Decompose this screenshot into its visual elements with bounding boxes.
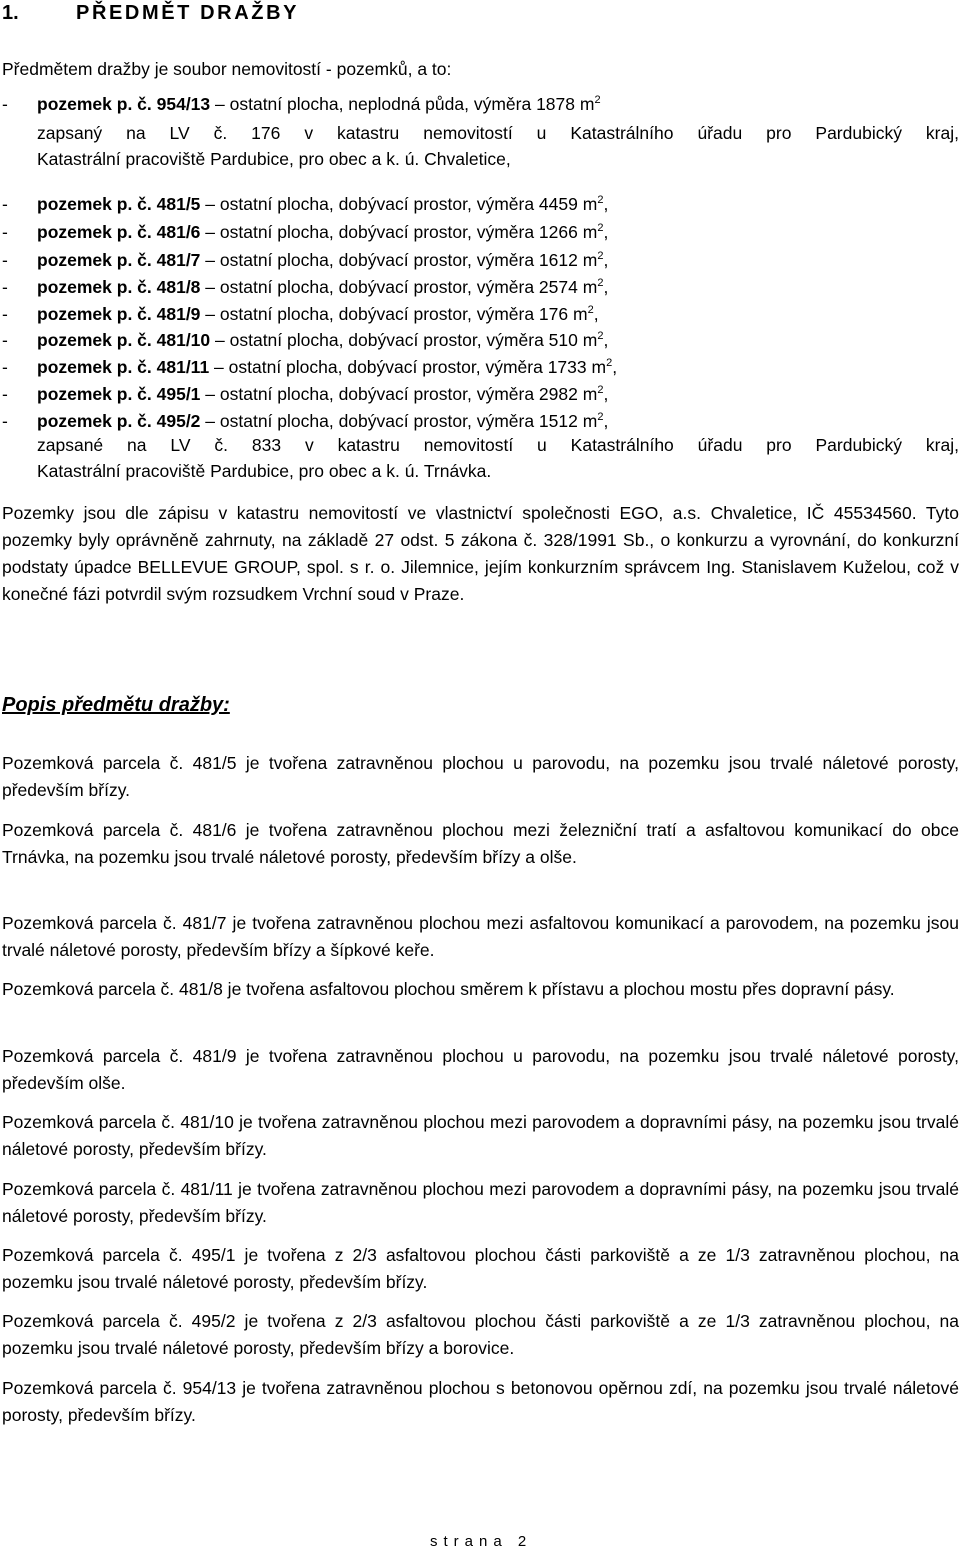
item-punctuation: , [603,222,609,242]
list-dash: - [2,277,8,297]
parcel-description-paragraph: Pozemková parcela č. 495/2 je tvořena z 2/3 asfaltovou plochou části parkoviště a ze 1/3 zatravněnou plochou, na pozemku jsou trvalé náletové porosty, především břízy a borovice. [2,1311,959,1358]
parcel-description: – ostatní plocha, neplodná půda, výměra 1878 m [210,94,595,114]
section-heading [2,2,299,25]
parcel-description-paragraph: Pozemková parcela č. 495/1 je tvořena z 2/3 asfaltovou plochou části parkoviště a ze 1/3 zatravněnou plochou, na pozemku jsou trvalé náletové porosty, především břízy. [2,1245,959,1292]
list-dash: - [2,384,8,404]
unit-exponent: 2 [597,384,604,396]
description-heading: Popis předmětu dražby: [2,694,230,716]
item-punctuation: , [603,330,609,350]
list-dash: - [2,357,8,377]
list-dash: - [2,304,8,324]
unit-exponent: 2 [594,94,601,106]
parcel-description: – ostatní plocha, dobývací prostor, výměra 1612 m [200,250,598,270]
parcel-id: pozemek p. č. 481/8 [37,277,201,297]
parcel-description: – ostatní plocha, dobývací prostor, výměra 510 m [210,330,598,350]
parcel-description: – ostatní plocha, dobývací prostor, výměra 4459 m [200,194,598,214]
parcel-id: pozemek p. č. 481/11 [37,357,210,377]
parcel-description: – ostatní plocha, dobývací prostor, výměra 2574 m [200,277,598,297]
list-dash: - [2,330,8,350]
unit-exponent: 2 [606,357,613,369]
item-punctuation: , [593,304,599,324]
registry-line: Katastrální pracoviště Pardubice, pro obec a k. ú. Trnávka. [37,461,492,481]
parcel-description-paragraph: Pozemková parcela č. 481/5 je tvořena zatravněnou plochou u parovodu, na pozemku jsou trvalé náletové porosty, především břízy. [2,753,959,800]
intro-text: Předmětem dražby je soubor nemovitostí - pozemků, a to: [2,59,452,79]
section-title: PŘEDMĚT DRAŽBY [76,2,300,24]
page-number: strana 2 [430,1533,533,1550]
parcel-description: – ostatní plocha, dobývací prostor, výměra 1266 m [200,222,598,242]
section-number: 1. [2,2,19,24]
parcel-description-paragraph: Pozemková parcela č. 481/6 je tvořena zatravněnou plochou mezi železniční tratí a asfaltovou komunikací do obce Trnávka, na pozemku jsou trvalé náletové porosty, především břízy a olše. [2,820,959,867]
parcel-id: pozemek p. č. 481/6 [37,222,201,242]
item-punctuation: , [603,277,609,297]
parcel-description-paragraph: Pozemková parcela č. 481/11 je tvořena zatravněnou plochou mezi parovodem a dopravními pásy, na pozemku jsou trvalé náletové porosty, především břízy. [2,1179,959,1226]
parcel-id: pozemek p. č. 481/10 [37,330,211,350]
item-punctuation: , [603,250,609,270]
parcel-id: pozemek p. č. 954/13 [37,94,211,114]
registry-line: zapsaný na LV č. 176 v katastru nemovitostí u Katastrálního úřadu pro Pardubický kraj, [37,123,959,143]
parcel-description-paragraph: Pozemková parcela č. 481/9 je tvořena zatravněnou plochou u parovodu, na pozemku jsou trvalé náletové porosty, především olše. [2,1046,959,1093]
unit-exponent: 2 [587,304,594,316]
ownership-paragraph: Pozemky jsou dle zápisu v katastru nemovitostí ve vlastnictví společnosti EGO, a.s. Chvaletice, IČ 45534560. Tyto pozemky byly oprávněně zahrnuty, na základě 27 odst. 5 zákona č. 328/1991 Sb., o konkurzu a vyrovnání, do konkurzní podstaty úpadce BELLEVUE GROUP, spol. s r. o. Jilemnice, jejím konkurzním správcem Ing. Stanislavem Kuželou, což v konečné fázi potvrdil svým rozsudkem Vrchní soud v Praze. [2,503,959,604]
parcel-description: – ostatní plocha, dobývací prostor, výměra 1733 m [209,357,607,377]
list-dash: - [2,222,8,242]
parcel-description: – ostatní plocha, dobývací prostor, výměra 1512 m [200,411,598,431]
unit-exponent: 2 [597,330,604,342]
parcel-id: pozemek p. č. 481/9 [37,304,201,324]
list-dash: - [2,250,8,270]
list-dash: - [2,194,8,214]
registry-line: Katastrální pracoviště Pardubice, pro obec a k. ú. Chvaletice, [37,149,511,169]
list-dash: - [2,411,8,431]
item-punctuation: , [603,384,609,404]
list-dash: - [2,94,8,114]
unit-exponent: 2 [597,194,604,206]
parcel-description-paragraph: Pozemková parcela č. 481/8 je tvořena asfaltovou plochou směrem k přístavu a plochou mostu přes dopravní pásy. [2,979,895,999]
parcel-description-paragraph: Pozemková parcela č. 481/7 je tvořena zatravněnou plochou mezi asfaltovou komunikací a parovodem, na pozemku jsou trvalé náletové porosty, především břízy a šípkové keře. [2,913,959,960]
parcel-id: pozemek p. č. 481/5 [37,194,201,214]
item-punctuation: , [603,411,609,431]
unit-exponent: 2 [597,277,604,289]
parcel-description: – ostatní plocha, dobývací prostor, výměra 2982 m [200,384,598,404]
parcel-description-paragraph: Pozemková parcela č. 954/13 je tvořena zatravněnou plochou s betonovou opěrnou zdí, na pozemku jsou trvalé náletové porosty, především břízy. [2,1378,959,1425]
parcel-description-paragraph: Pozemková parcela č. 481/10 je tvořena zatravněnou plochou mezi parovodem a dopravními pásy, na pozemku jsou trvalé náletové porosty, především břízy. [2,1112,959,1159]
registry-line: zapsané na LV č. 833 v katastru nemovitostí u Katastrálního úřadu pro Pardubický kraj, [37,435,959,455]
parcel-id: pozemek p. č. 495/1 [37,384,201,404]
item-punctuation: , [603,194,609,214]
item-punctuation: , [612,357,618,377]
unit-exponent: 2 [597,222,604,234]
parcel-id: pozemek p. č. 481/7 [37,250,201,270]
parcel-description: – ostatní plocha, dobývací prostor, výměra 176 m [200,304,588,324]
unit-exponent: 2 [597,411,604,423]
unit-exponent: 2 [597,250,604,262]
parcel-id: pozemek p. č. 495/2 [37,411,201,431]
